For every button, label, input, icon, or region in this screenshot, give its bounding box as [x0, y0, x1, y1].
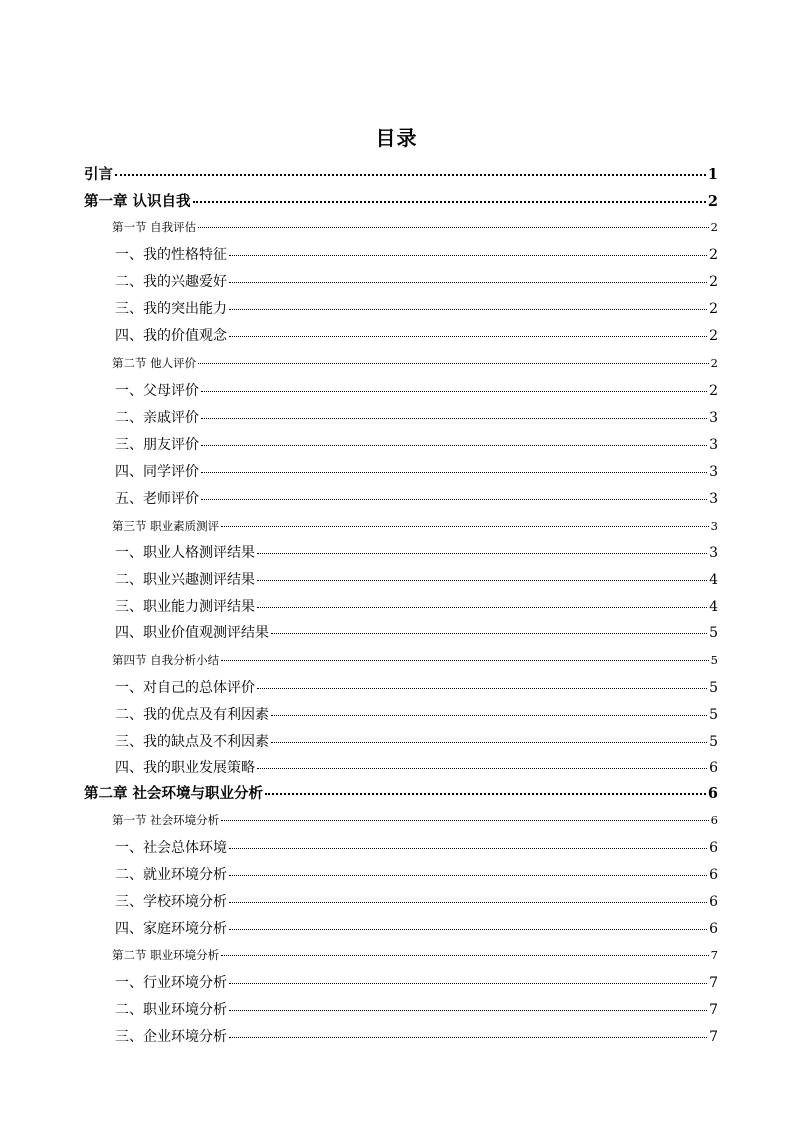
- toc-entry-label: 二、我的优点及有利因素: [115, 707, 269, 723]
- toc-entry-item[interactable]: [84, 434, 718, 454]
- toc-entry-label: 二、就业环境分析: [115, 867, 227, 883]
- dot-leader: [229, 901, 707, 903]
- dot-leader: [229, 335, 707, 337]
- toc-entry-label: 三、朋友评价: [115, 437, 199, 453]
- toc-entry-item[interactable]: [84, 918, 718, 938]
- toc-entry-section[interactable]: [84, 518, 718, 534]
- toc-entry-chapter[interactable]: [84, 190, 718, 211]
- toc-entry-label: 三、职业能力测评结果: [115, 599, 255, 615]
- dot-leader: [229, 874, 707, 876]
- dot-leader: [193, 200, 706, 203]
- toc-entry-label: 三、我的突出能力: [115, 301, 227, 317]
- dot-leader: [201, 498, 707, 500]
- toc-entry-section[interactable]: [84, 355, 718, 371]
- toc-entry-page-number: 6: [707, 785, 718, 802]
- toc-entry-item[interactable]: [84, 972, 718, 992]
- toc-entry-item[interactable]: [84, 891, 718, 911]
- toc-entry-label: 一、对自己的总体评价: [115, 680, 255, 696]
- toc-entry-item[interactable]: [84, 1026, 718, 1046]
- toc-entry-label: 一、父母评价: [115, 383, 199, 399]
- toc-entry-page-number: 3: [709, 491, 718, 507]
- toc-entry-label: 一、社会总体环境: [115, 840, 227, 856]
- toc-entry-item[interactable]: [84, 244, 718, 264]
- toc-title: 目录: [375, 126, 418, 150]
- toc-entry-item[interactable]: [84, 325, 718, 345]
- dot-leader: [257, 767, 707, 769]
- dot-leader: [229, 1036, 707, 1038]
- toc-entry-item[interactable]: [84, 461, 718, 481]
- toc-entry-label: 第一章 认识自我: [84, 193, 191, 210]
- toc-entry-label: 第一节 社会环境分析: [112, 813, 220, 827]
- toc-entry-item[interactable]: [84, 569, 718, 589]
- toc-entry-page-number: 3: [709, 410, 718, 426]
- dot-leader: [221, 659, 709, 661]
- dot-leader: [201, 471, 707, 473]
- toc-entry-item[interactable]: [84, 271, 718, 291]
- toc-entry-page-number: 3: [710, 519, 718, 533]
- dot-leader: [201, 390, 707, 392]
- toc-entry-page-number: 7: [709, 975, 718, 991]
- toc-entry-item[interactable]: [84, 704, 718, 724]
- toc-entry-page-number: 6: [709, 760, 718, 776]
- toc-entry-label: 四、我的价值观念: [115, 328, 227, 344]
- toc-entry-page-number: 3: [709, 464, 718, 480]
- toc-entry-label: 二、我的兴趣爱好: [115, 274, 227, 290]
- toc-entry-label: 四、家庭环境分析: [115, 921, 227, 937]
- dot-leader: [271, 741, 707, 743]
- toc-entry-item[interactable]: [84, 298, 718, 318]
- toc-entry-item[interactable]: [84, 864, 718, 884]
- toc-entry-label: 四、我的职业发展策略: [115, 760, 255, 776]
- dot-leader: [257, 606, 707, 608]
- dot-leader: [198, 362, 709, 364]
- toc-entry-item[interactable]: [84, 731, 718, 751]
- toc-entry-page-number: 2: [709, 328, 718, 344]
- dot-leader: [257, 552, 707, 554]
- toc-entry-page-number: 6: [710, 813, 718, 827]
- dot-leader: [221, 954, 709, 956]
- toc-entry-label: 三、学校环境分析: [115, 894, 227, 910]
- toc-entry-item[interactable]: [84, 999, 718, 1019]
- toc-entry-item[interactable]: [84, 542, 718, 562]
- toc-entry-page-number: 5: [709, 680, 718, 696]
- toc-entry-page-number: 6: [709, 840, 718, 856]
- toc-entry-page-number: 2: [709, 247, 718, 263]
- dot-leader: [271, 632, 707, 634]
- toc-entry-label: 引言: [84, 166, 113, 183]
- dot-leader: [115, 173, 706, 176]
- toc-entry-label: 第二节 他人评价: [112, 356, 197, 370]
- toc-entry-page-number: 5: [709, 625, 718, 641]
- toc-entry-label: 第二节 职业环境分析: [112, 948, 220, 962]
- toc-entry-label: 三、我的缺点及不利因素: [115, 734, 269, 750]
- toc-entry-item[interactable]: [84, 488, 718, 508]
- toc-entry-item[interactable]: [84, 677, 718, 697]
- toc-entry-page-number: 2: [710, 220, 718, 234]
- dot-leader: [229, 308, 707, 310]
- dot-leader: [221, 819, 709, 821]
- toc-entry-label: 一、职业人格测评结果: [115, 545, 255, 561]
- dot-leader: [265, 792, 706, 795]
- toc-entry-section[interactable]: [84, 219, 718, 235]
- dot-leader: [257, 687, 707, 689]
- toc-entry-item[interactable]: [84, 622, 718, 642]
- toc-entry-page-number: 3: [709, 437, 718, 453]
- toc-entry-chapter[interactable]: [84, 163, 718, 184]
- toc-entry-label: 第四节 自我分析小结: [112, 653, 220, 667]
- dot-leader: [229, 928, 707, 930]
- toc-entry-page-number: 2: [709, 301, 718, 317]
- toc-entry-item[interactable]: [84, 757, 718, 777]
- toc-entry-label: 第一节 自我评估: [112, 220, 197, 234]
- dot-leader: [229, 1009, 707, 1011]
- toc-entry-page-number: 1: [707, 166, 718, 183]
- dot-leader: [198, 226, 709, 228]
- dot-leader: [257, 579, 707, 581]
- dot-leader: [201, 444, 707, 446]
- dot-leader: [229, 281, 707, 283]
- toc-entry-page-number: 5: [710, 653, 718, 667]
- toc-entry-page-number: 5: [709, 734, 718, 750]
- toc-entry-page-number: 7: [710, 948, 718, 962]
- toc-entry-section[interactable]: [84, 812, 718, 828]
- toc-entry-label: 第二章 社会环境与职业分析: [84, 785, 264, 802]
- toc-entry-page-number: 6: [709, 894, 718, 910]
- toc-entry-item[interactable]: [84, 837, 718, 857]
- dot-leader: [221, 525, 709, 527]
- toc-entry-page-number: 2: [710, 356, 718, 370]
- toc-entry-label: 五、老师评价: [115, 491, 199, 507]
- toc-entry-page-number: 4: [709, 599, 718, 615]
- toc-entry-page-number: 2: [709, 383, 718, 399]
- toc-entry-page-number: 3: [709, 545, 718, 561]
- toc-entry-label: 二、职业兴趣测评结果: [115, 572, 255, 588]
- toc-entry-page-number: 7: [709, 1002, 718, 1018]
- toc-entry-item[interactable]: [84, 596, 718, 616]
- toc-entry-item[interactable]: [84, 407, 718, 427]
- dot-leader: [271, 714, 707, 716]
- toc-entry-page-number: 6: [709, 921, 718, 937]
- toc-entry-item[interactable]: [84, 380, 718, 400]
- toc-entry-label: 四、职业价值观测评结果: [115, 625, 269, 641]
- toc-entry-page-number: 2: [709, 274, 718, 290]
- toc-entry-label: 四、同学评价: [115, 464, 199, 480]
- toc-entry-section[interactable]: [84, 947, 718, 963]
- toc-entry-label: 一、行业环境分析: [115, 975, 227, 991]
- toc-entry-page-number: 5: [709, 707, 718, 723]
- toc-entry-page-number: 4: [709, 572, 718, 588]
- toc-entry-page-number: 6: [709, 867, 718, 883]
- toc-entry-label: 第三节 职业素质测评: [112, 519, 220, 533]
- toc-entry-label: 二、职业环境分析: [115, 1002, 227, 1018]
- toc-entry-label: 二、亲戚评价: [115, 410, 199, 426]
- dot-leader: [229, 982, 707, 984]
- dot-leader: [229, 254, 707, 256]
- toc-entry-page-number: 2: [707, 193, 718, 210]
- dot-leader: [201, 417, 707, 419]
- toc-entry-chapter[interactable]: [84, 782, 718, 803]
- toc-entry-section[interactable]: [84, 652, 718, 668]
- toc-entry-page-number: 7: [709, 1029, 718, 1045]
- toc-entry-label: 一、我的性格特征: [115, 247, 227, 263]
- dot-leader: [229, 847, 707, 849]
- toc-entry-label: 三、企业环境分析: [115, 1029, 227, 1045]
